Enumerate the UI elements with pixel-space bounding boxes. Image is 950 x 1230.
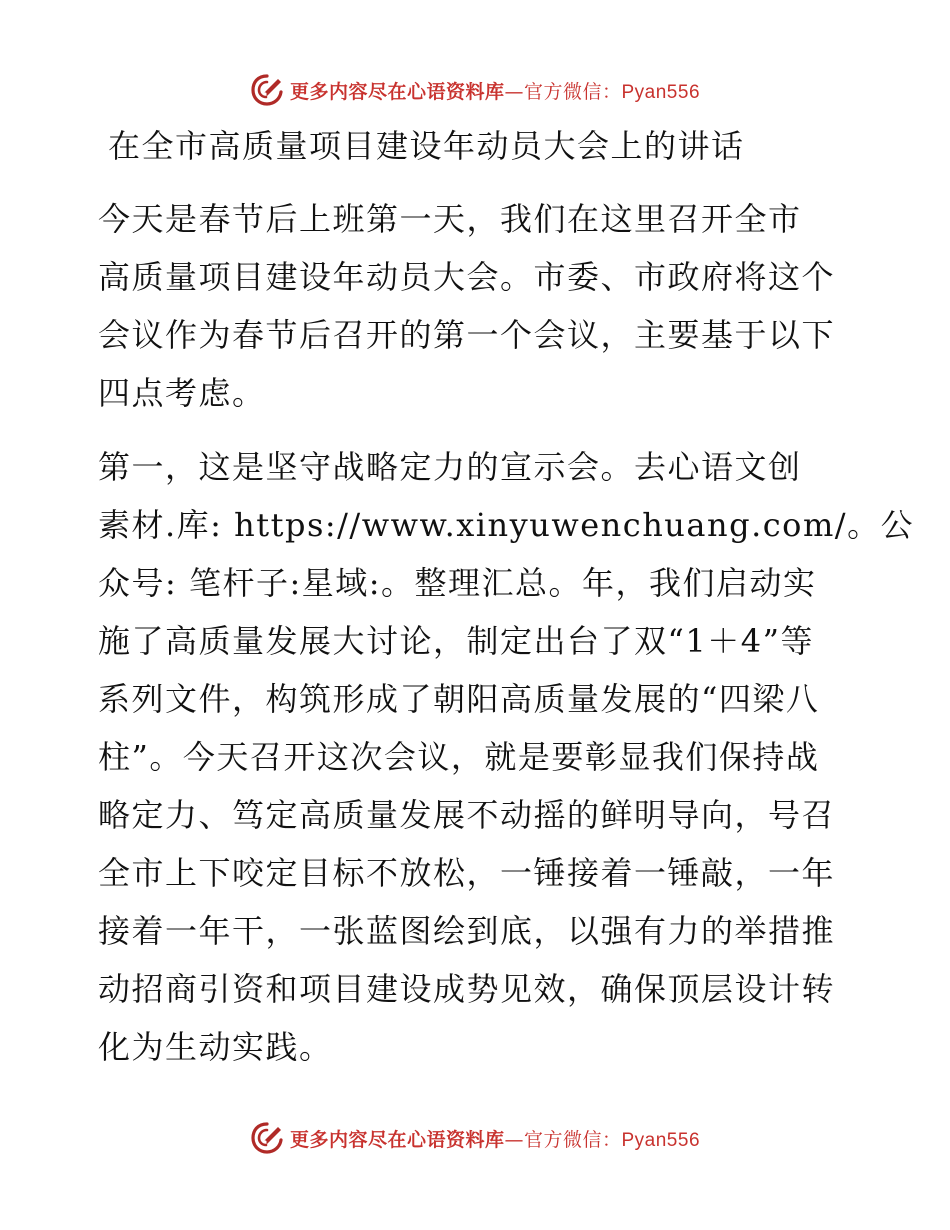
text-line: 化为生动实践。 (98, 1028, 333, 1066)
banner-prefix: 更多内容尽在心语资料库 (289, 80, 505, 103)
banner-label: 官方微信： (523, 80, 622, 103)
document-title: 在全市高质量项目建设年动员大会上的讲话 (108, 127, 745, 165)
text-line-with-link[interactable]: 素材.库: https://www.xinyuwenchuang.com/。公 (98, 506, 915, 544)
text-line: 动招商引资和项目建设成势见效，确保顶层设计转 (98, 970, 836, 1008)
banner-handle: Pyan556 (621, 1129, 701, 1151)
paragraph-intro (98, 190, 858, 422)
text-line: 系列文件，构筑形成了朝阳高质量发展的“四梁八 (98, 680, 820, 718)
banner-dash: — (504, 1128, 524, 1151)
banner-handle: Pyan556 (621, 81, 701, 103)
text-line: 会议作为春节后召开的第一个会议，主要基于以下 (98, 316, 836, 354)
text-line: 今天是春节后上班第一天，我们在这里召开全市 (98, 200, 802, 238)
footer-banner (0, 1118, 950, 1158)
text-line: 众号: 笔杆子:星域:。整理汇总。年，我们启动实 (98, 564, 817, 602)
banner-text (290, 77, 700, 104)
text-line: 第一，这是坚守战略定力的宣示会。去心语文创 (98, 448, 802, 486)
text-line: 施了高质量发展大讨论，制定出台了双“1＋4”等 (98, 622, 814, 660)
banner-label: 官方微信： (523, 1128, 622, 1151)
text-line: 柱”。今天召开这次会议，就是要彰显我们保持战 (98, 738, 820, 776)
pen-logo-icon (250, 1121, 284, 1155)
text-line: 四点考虑。 (98, 374, 266, 412)
banner-text (290, 1125, 700, 1152)
pen-logo-icon (250, 73, 284, 107)
header-banner (0, 70, 950, 110)
text-line: 全市上下咬定目标不放松，一锤接着一锤敲，一年 (98, 854, 836, 892)
banner-dash: — (504, 80, 524, 103)
text-line: 略定力、笃定高质量发展不动摇的鲜明导向，号召 (98, 796, 836, 834)
text-line: 高质量项目建设年动员大会。市委、市政府将这个 (98, 258, 836, 296)
paragraph-first-point (98, 438, 915, 1076)
text-line: 接着一年干，一张蓝图绘到底，以强有力的举措推 (98, 912, 836, 950)
banner-prefix: 更多内容尽在心语资料库 (289, 1128, 505, 1151)
